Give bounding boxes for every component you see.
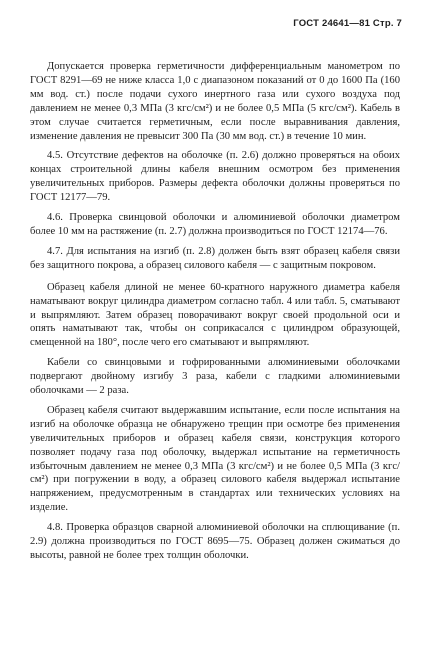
body-text [30, 60, 400, 569]
paragraph-bending-procedure: Образец кабеля длиной не менее 60-кратного наружного диаметра кабеля наматывают вокруг цилиндра диаметром согласно табл. 4 или табл. 5, сматывают и выпрямляют. Затем образец поворачивают вокруг своей продольной оси и опять наматывают так, чтобы он соприкасался с цилиндром образующей, смещенной на 180°, после чего его сматывают и выпрямляют. [30, 281, 400, 349]
paragraph-4-6: 4.6. Проверка свинцовой оболочки и алюминиевой оболочки диаметром более 10 мм на растяжение (п. 2.7) должна производиться по ГОСТ 12174—76. [30, 212, 400, 237]
paragraph-pressure-test: Допускается проверка герметичности дифференциальным манометром по ГОСТ 8291—69 не ниже класса 1,0 с диапазоном показаний от 0 до 1600 Па (160 мм вод. ст.) после подачи сухого инертного газа или сухого воздуха под давлением не менее 0,3 МПа (3 кгс/см²) и не более 0,5 МПа (5 кгс/см²). Кабель в этом случае считается герметичным, если после выравнивания давления, изменение давления не превысит 300 Па (30 мм вод. ст.) в течение 10 мин. [30, 61, 400, 142]
page-number: Стр. 7 [372, 18, 402, 29]
paragraph-4-7: 4.7. Для испытания на изгиб (п. 2.8) должен быть взят образец кабеля связи без защитного покрова, а образец силового кабеля — с защитным покровом. [30, 245, 400, 271]
paragraph-double-bend: Кабели со свинцовыми и гофрированными алюминиевыми оболочками подвергают двойному изгибу 3 раза, кабели с гладкими алюминиевыми оболочками — 2 раза. [30, 357, 400, 397]
paragraph-4-8: 4.8. Проверка образцов сварной алюминиевой оболочки на сплющивание (п. 2.9) должна производиться по ГОСТ 8695—75. Образец должен сжиматься до высоты, равной не более трех толщин оболочки. [30, 522, 400, 561]
page-header [293, 18, 402, 29]
paragraph-test-criteria: Образец кабеля считают выдержавшим испытание, если после испытания на изгиб на оболочке образца не обнаружено трещин при осмотре без применения увеличительных приборов и образец кабеля связи, конструкция которого позволяет подачу газа под оболочку, выдержал испытание на герметичность избыточным давлением не менее 0,3 МПа (3 кгс/см²) и не более 0,5 МПа (3 кгс/см²) при погружении в воду, а образец силового кабеля выдержал испытание напряжением, предусмотренным в стандартах или технических условиях на изделие. [30, 404, 400, 514]
paragraph-4-5: 4.5. Отсутствие дефектов на оболочке (п. 2.6) должно проверяться на обоих концах строительной длины кабеля внешним осмотром без применения увеличительных приборов. Размеры дефекта оболочки должны проверяться по ГОСТ 12177—79. [30, 150, 400, 204]
standard-number: ГОСТ 24641—81 [293, 18, 371, 29]
